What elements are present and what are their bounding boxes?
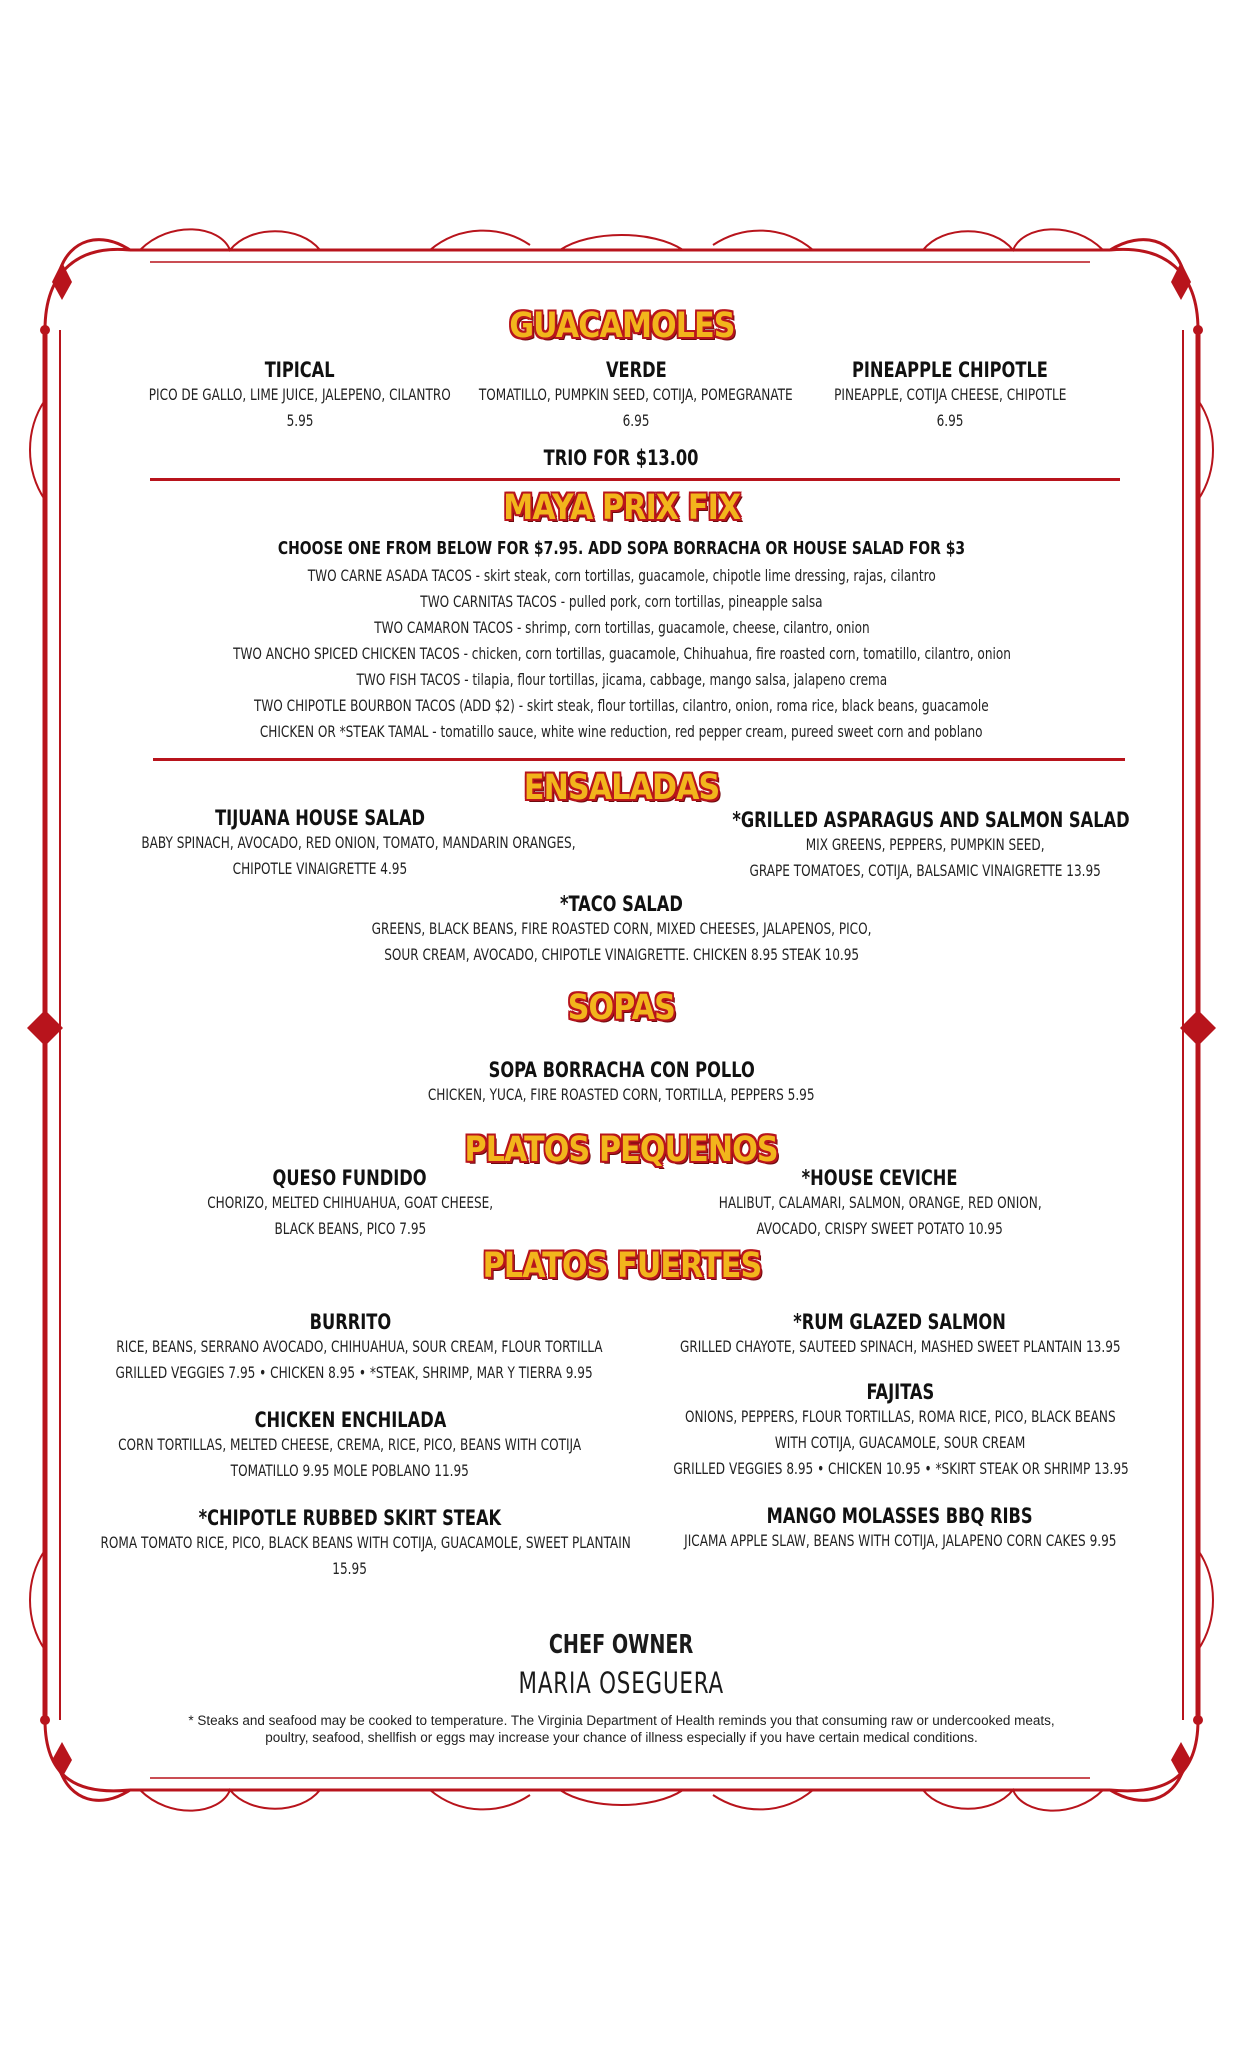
menu-item-house-salad: TIJUANA HOUSE SALAD BABY SPINACH, AVOCADO, RED ONION, TOMATO, MANDARIN ORANGES, CHIPOTLE VINAIGRETTE 4.95 — [141, 806, 576, 878]
health-disclaimer: * Steaks and seafood may be cooked to temperature. The Virginia Department of Health reminds you that consuming raw or undercooked meats, poultry, seafood, shellfish or eggs may increase your chance of illness especially if you have certain medical conditions. — [188, 1713, 1055, 1745]
item-title: TIPICAL — [265, 358, 335, 382]
menu-item-salmon: *RUM GLAZED SALMON GRILLED CHAYOTE, SAUTEED SPINACH, MASHED SWEET PLANTAIN 13.95 — [679, 1310, 1121, 1356]
section-platos-fuertes — [0, 1246, 1243, 1286]
menu-item-queso: QUESO FUNDIDO CHORIZO, MELTED CHIHUAHUA, GOAT CHEESE, BLACK BEANS, PICO 7.95 — [207, 1166, 493, 1238]
list-item: TWO ANCHO SPICED CHICKEN TACOS - chicken, corn tortillas, guacamole, Chihuahua, fire roasted corn, tomatillo, cilantro, onion — [232, 644, 1011, 663]
item-price: 5.95 — [286, 411, 314, 430]
menu-item-fajitas: FAJITAS ONIONS, PEPPERS, FLOUR TORTILLAS, ROMA RICE, PICO, BLACK BEANS WITH COTIJA, GUACAMOLE, SOUR CREAM GRILLED VEGGIES 8.95 • CHICKEN 10.95 • *SKIRT STEAK OR SHRIMP 13.95 — [673, 1380, 1129, 1478]
ensaladas-header: ENSALADAS — [523, 768, 720, 808]
chef-owner-label: CHEF OWNER — [549, 1630, 694, 1660]
section-divider — [150, 478, 1120, 481]
list-item: TWO CARNE ASADA TACOS - skirt steak, corn tortillas, guacamole, chipotle lime dressing, rajas, cilantro — [307, 566, 936, 585]
trio-offer: TRIO FOR $13.00 — [544, 446, 699, 470]
item-price: 6.95 — [622, 411, 650, 430]
item-title: VERDE — [605, 358, 667, 382]
menu-item-burrito: BURRITO RICE, BEANS, SERRANO AVOCADO, CHIHUAHUA, SOUR CREAM, FLOUR TORTILLA GRILLED VEGGIES 7.95 • CHICKEN 8.95 • *STEAK, SHRIMP, MAR Y TIERRA 9.95 — [115, 1310, 603, 1382]
menu-item-sopa: SOPA BORRACHA CON POLLO CHICKEN, YUCA, FIRE ROASTED CORN, TORTILLA, PEPPERS 5.95 — [428, 1058, 815, 1104]
sopas-header: SOPAS — [567, 988, 676, 1028]
menu-item-verde — [436, 358, 836, 434]
menu-item-ceviche: *HOUSE CEVICHE HALIBUT, CALAMARI, SALMON, ORANGE, RED ONION, AVOCADO, CRISPY SWEET POTATO 10.95 — [718, 1166, 1042, 1238]
item-desc: PICO DE GALLO, LIME JUICE, JALEPENO, CILANTRO — [148, 385, 452, 404]
section-divider — [153, 758, 1125, 761]
fuertes-header: PLATOS FUERTES — [482, 1246, 761, 1286]
guacamoles-header: GUACAMOLES — [508, 306, 735, 346]
list-item: TWO CHIPOTLE BOURBON TACOS (ADD $2) - skirt steak, flour tortillas, cilantro, onion, roma rice, black beans, guacamole — [254, 696, 989, 715]
item-desc: TOMATILLO, PUMPKIN SEED, COTIJA, POMEGRANATE — [479, 385, 793, 404]
section-ensaladas — [0, 768, 1243, 808]
prix-fix-list — [0, 563, 1243, 745]
menu-item-enchilada: CHICKEN ENCHILADA CORN TORTILLAS, MELTED CHEESE, CREMA, RICE, PICO, BEANS WITH COTIJA TOMATILLO 9.95 MOLE POBLANO 11.95 — [118, 1408, 582, 1480]
prix-fix-intro: CHOOSE ONE FROM BELOW FOR $7.95. ADD SOPA BORRACHA OR HOUSE SALAD FOR $3 — [277, 538, 966, 559]
section-guacamoles — [0, 306, 1243, 346]
prix-fix-header: MAYA PRIX FIX — [503, 488, 740, 528]
section-sopas — [0, 988, 1243, 1028]
list-item: TWO FISH TACOS - tilapia, flour tortillas, jicama, cabbage, mango salsa, jalapeno crema — [356, 670, 887, 689]
menu-item-skirt-steak: *CHIPOTLE RUBBED SKIRT STEAK ROMA TOMATO RICE, PICO, BLACK BEANS WITH COTIJA, GUACAMOLE, SWEET PLANTAIN 15.95 — [100, 1506, 631, 1578]
item-desc: PINEAPPLE, COTIJA CHEESE, CHIPOTLE — [833, 385, 1067, 404]
chef-owner-name: MARIA OSEGUERA — [518, 1666, 725, 1700]
item-price: 6.95 — [936, 411, 964, 430]
menu-item-asparagus-salad: *GRILLED ASPARAGUS AND SALMON SALAD MIX GREENS, PEPPERS, PUMPKIN SEED, GRAPE TOMATOES, COTIJA, BALSAMIC VINAIGRETTE 13.95 — [732, 808, 1130, 880]
item-title: PINEAPPLE CHIPOTLE — [852, 358, 1048, 382]
menu-item-taco-salad: *TACO SALAD GREENS, BLACK BEANS, FIRE ROASTED CORN, MIXED CHEESES, JALAPENOS, PICO, SOUR CREAM, AVOCADO, CHIPOTLE VINAIGRETTE. CHICKEN 8.95 STEAK 10.95 — [371, 892, 872, 964]
list-item: TWO CAMARON TACOS - shrimp, corn tortillas, guacamole, cheese, cilantro, onion — [373, 618, 870, 637]
section-prix-fix — [0, 488, 1243, 528]
menu-item-ribs: MANGO MOLASSES BBQ RIBS JICAMA APPLE SLAW, BEANS WITH COTIJA, JALAPENO CORN CAKES 9.95 — [683, 1504, 1117, 1550]
pequenos-header: PLATOS PEQUENOS — [464, 1130, 779, 1170]
list-item: CHICKEN OR *STEAK TAMAL - tomatillo sauce, white wine reduction, red pepper cream, pureed sweet corn and poblano — [260, 722, 983, 741]
menu-item-pineapple-chipotle — [780, 358, 1120, 434]
section-platos-pequenos — [0, 1130, 1243, 1170]
list-item: TWO CARNITAS TACOS - pulled pork, corn tortillas, pineapple salsa — [420, 592, 823, 611]
